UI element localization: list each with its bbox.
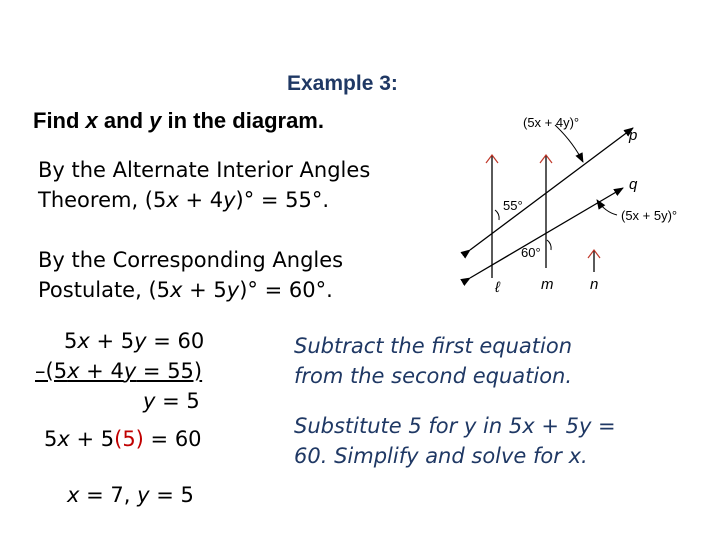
prompt-var-y: y <box>149 108 162 133</box>
label-5x-5y: (5x + 5y)° <box>621 208 678 223</box>
label-l: ℓ <box>495 279 500 296</box>
prompt-var-x: x <box>85 108 98 133</box>
prompt-text-3: in the diagram. <box>161 108 324 133</box>
line-p <box>470 128 633 250</box>
para1-line2: Theorem, (5x + 4y)° = 55°. <box>38 188 330 212</box>
angle-arc-top <box>555 125 583 162</box>
label-60: 60° <box>521 245 541 260</box>
label-p: p <box>629 127 638 144</box>
equation-1: 5x + 5y = 60 <box>64 329 205 353</box>
prompt-text-2: and <box>97 108 150 133</box>
prompt-text-1: Find <box>33 108 86 133</box>
para2-line2: Postulate, (5x + 5y)° = 60°. <box>38 278 333 302</box>
parallel-lines-diagram <box>455 100 710 300</box>
angle-arc-55 <box>495 210 499 220</box>
label-55: 55° <box>503 198 523 213</box>
explanation-subtract: Subtract the first equation from the second equation. <box>294 334 573 388</box>
corresponding-angles-paragraph <box>38 245 343 305</box>
label-q: q <box>629 176 638 193</box>
alternate-interior-paragraph <box>38 155 370 215</box>
equation-5: x = 7, y = 5 <box>67 483 194 507</box>
label-5x-4y: (5x + 4y)° <box>523 115 580 130</box>
problem-prompt <box>33 108 324 134</box>
substituted-value: (5) <box>114 427 144 451</box>
example-title: Example 3: <box>287 72 398 95</box>
angle-arc-60 <box>547 240 551 250</box>
para2-line1: By the Corresponding Angles <box>38 248 344 272</box>
equation-3: y = 5 <box>143 389 200 413</box>
para1-line1: By the Alternate Interior Angles <box>38 158 371 182</box>
equation-4: 5x + 5(5) = 60 <box>44 427 202 451</box>
equation-2: –(5x + 4y = 55) <box>35 359 203 383</box>
explanation-substitute: Substitute 5 for y in 5x + 5y = 60. Simplify and solve for x. <box>294 414 616 468</box>
label-m: m <box>541 276 554 293</box>
label-n: n <box>590 276 599 293</box>
